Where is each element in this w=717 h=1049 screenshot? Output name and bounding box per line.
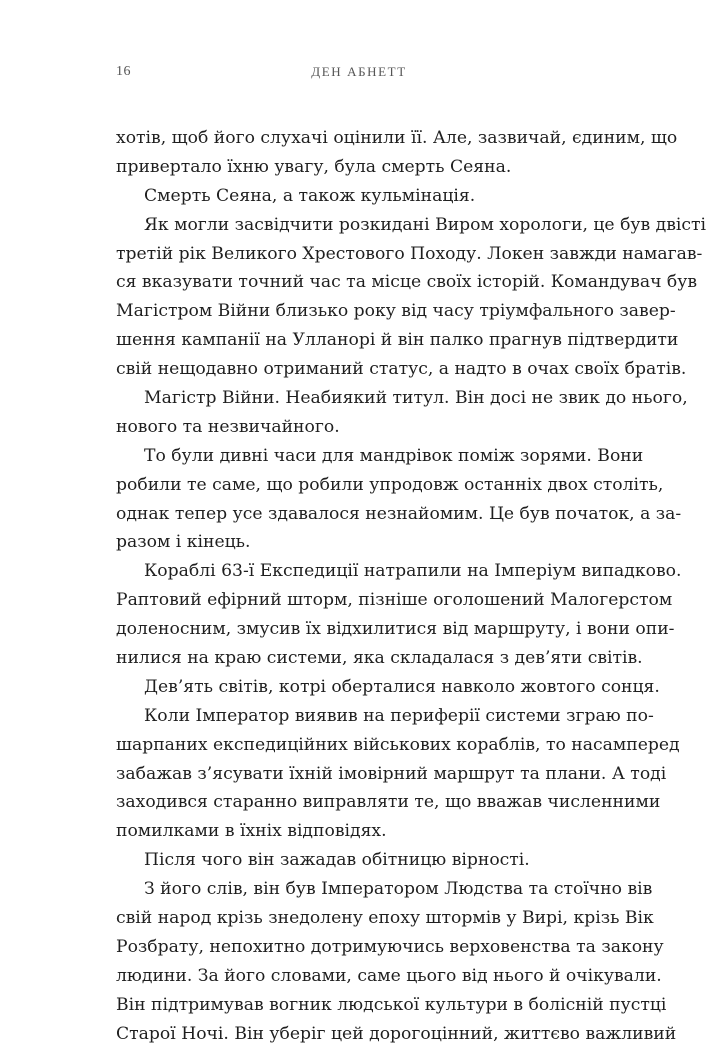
text-line: Після чого він зажадав обітницю вірності. xyxy=(144,850,530,871)
text-line: То були дивні часи для мандрівок поміж зорями. Вони xyxy=(144,445,644,466)
text-line: Магістром Війни близько року від часу тріумфального завер- xyxy=(116,301,676,322)
page-header xyxy=(116,64,602,86)
text-line: Розбрату, непохитно дотримуючись верховенства та закону xyxy=(116,936,664,957)
text-line: свій нещодавно отриманий статус, а надто в очах своїх братів. xyxy=(116,359,687,380)
page-number: 16 xyxy=(116,64,131,79)
text-line: Дев’ять світів, котрі оберталися навколо жовтого сонця. xyxy=(144,676,660,697)
text-line: доленосним, змусив їх відхилитися від маршруту, і вони опи- xyxy=(116,619,675,640)
text-line: робили те саме, що робили упродовж останніх двох століть, xyxy=(116,474,664,495)
text-line: привертало їхню увагу, була смерть Сеяна. xyxy=(116,156,512,177)
running-head-author: ДЕН АБНЕТТ xyxy=(311,64,407,79)
text-line: ся вказувати точний час та місце своїх історій. Командувач був xyxy=(116,272,698,293)
text-line: забажав з’ясувати їхній імовірний маршрут та плани. А тоді xyxy=(116,763,667,784)
body-text xyxy=(116,124,707,1049)
text-line: нилися на краю системи, яка складалася з дев’яти світів. xyxy=(116,648,643,669)
text-line: нового та незвичайного. xyxy=(116,416,340,437)
text-line: Смерть Сеяна, а також кульмінація. xyxy=(144,185,476,206)
text-line: однак тепер усе здавалося незнайомим. Це був початок, а за- xyxy=(116,503,682,524)
text-line: Старої Ночі. Він уберіг цей дорогоцінний, життєво важливий xyxy=(116,1023,677,1044)
text-line: помилками в їхніх відповідях. xyxy=(116,821,387,842)
text-line: Магістр Війни. Неабиякий титул. Він досі не звик до нього, xyxy=(144,388,688,409)
text-line: свій народ крізь знедолену епоху штормів у Вирі, крізь Вік xyxy=(116,908,654,929)
text-line: заходився старанно виправляти те, що вважав численними xyxy=(116,792,661,813)
text-line: разом і кінець. xyxy=(116,532,251,553)
text-line: Як могли засвідчити розкидані Виром хорологи, це був двісті xyxy=(144,214,707,235)
text-line: З його слів, він був Імператором Людства та стоїчно вів xyxy=(144,879,653,900)
text-line: хотів, щоб його слухачі оцінили її. Але, зазвичай, єдиним, що xyxy=(116,128,678,148)
text-line: Кораблі 63-ї Експедиції натрапили на Імперіум випадково. xyxy=(144,561,682,582)
text-line: шарпаних експедиційних військових кораблів, то насамперед xyxy=(116,734,680,755)
text-line: Коли Імператор виявив на периферії системи зграю по- xyxy=(144,705,654,726)
text-line: третій рік Великого Хрестового Походу. Локен завжди намагав- xyxy=(116,243,703,264)
text-line: Він підтримував вогник людської культури в болісній пустці xyxy=(116,994,667,1015)
text-line: Раптовий ефірний шторм, пізніше оголошений Малогерстом xyxy=(116,590,673,611)
text-line: шення кампанії на Улланорі й він палко прагнув підтвердити xyxy=(116,330,679,351)
text-line: людини. За його словами, саме цього від нього й очікували. xyxy=(116,965,662,986)
